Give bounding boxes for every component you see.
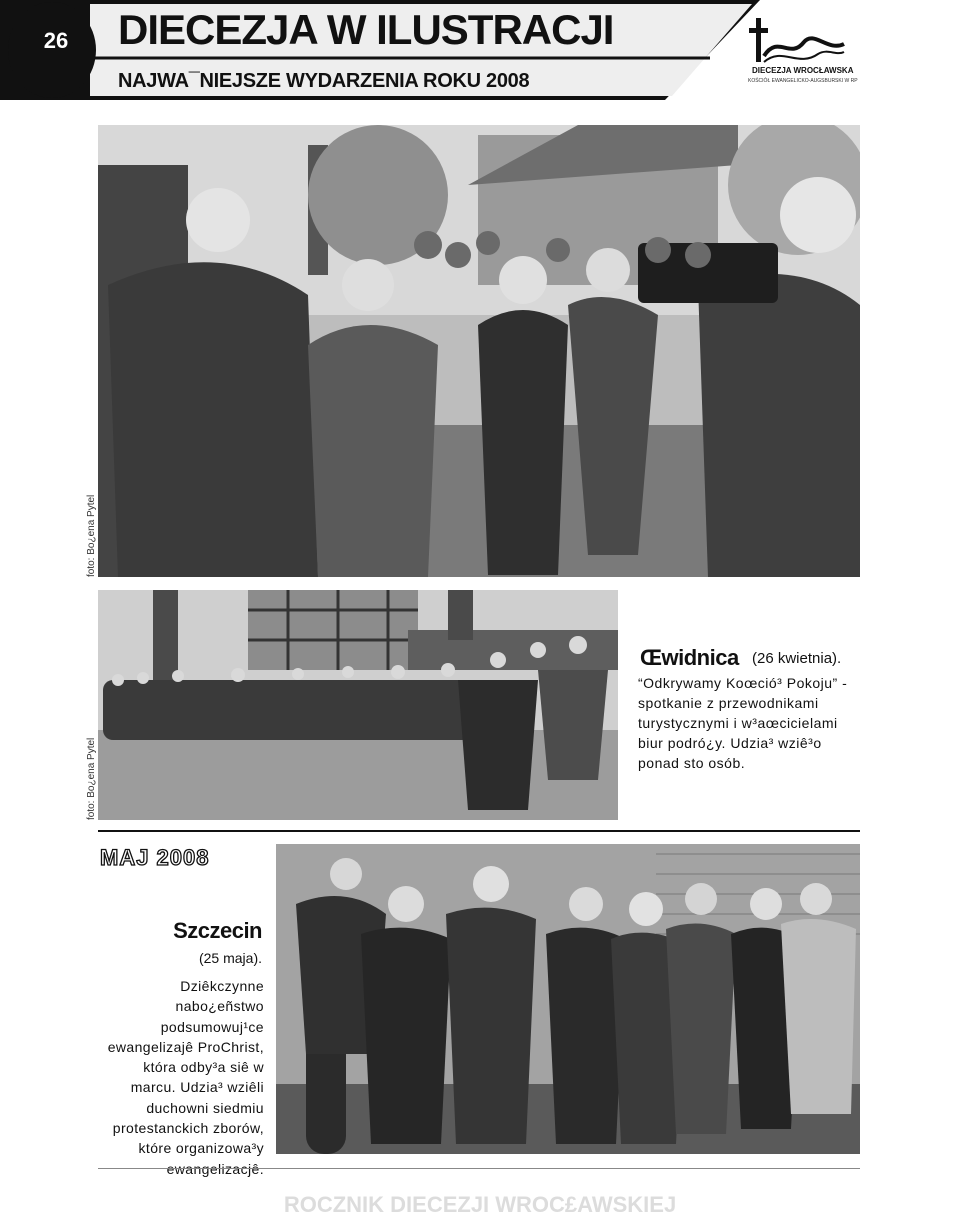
photo-credit-1: foto: Bo¿ena Pytel: [86, 494, 97, 577]
footer-divider: [98, 1168, 860, 1169]
caption-date-szczecin: (25 maja).: [198, 950, 262, 966]
photo-swidnica-church-yard: [98, 590, 618, 820]
caption-body-swidnica: “Odkrywamy Koœció³ Pokoju” - spotkanie z przewodnikami turystycznymi i w³aœcicielami biur podró¿y. Udzia³ wziê³o ponad sto osób.: [638, 675, 848, 771]
caption-place-swidnica: Œwidnica: [640, 645, 739, 670]
caption-date-swidnica: (26 kwietnia).: [752, 650, 842, 667]
page-subtitle: NAJWA¯NIEJSZE WYDARZENIA ROKU 2008: [118, 70, 530, 92]
caption-place-szczecin: Szczecin: [173, 918, 262, 943]
section-divider: [98, 830, 860, 832]
photo-szczecin-clergy: [276, 844, 860, 1154]
footer-title: ROCZNIK DIECEZJI WROC£AWSKIEJ: [283, 1192, 677, 1217]
photo-credit-2: foto: Bo¿ena Pytel: [86, 737, 97, 820]
logo-text: DIECEZJA WROCŁAWSKA: [752, 66, 854, 75]
photo-swidnica-crowd: [98, 125, 860, 577]
month-heading: MAJ 2008: [100, 845, 210, 870]
page-title: DIECEZJA W ILUSTRACJI: [118, 6, 614, 53]
page-number: 26: [43, 28, 69, 53]
caption-body-szczecin: Dziêkczynne nabo¿eñstwo podsumowuj¹ce ewangelizajê ProChrist, która odby³a siê w marcu. Udzia³ wziêli duchowni siedmiu protestanckich zborów, które organizowa³y ewangelizacjê.: [107, 978, 264, 1177]
logo-subtext: KOŚCIÓŁ EWANGELICKO-AUGSBURSKI W RP: [748, 78, 858, 84]
